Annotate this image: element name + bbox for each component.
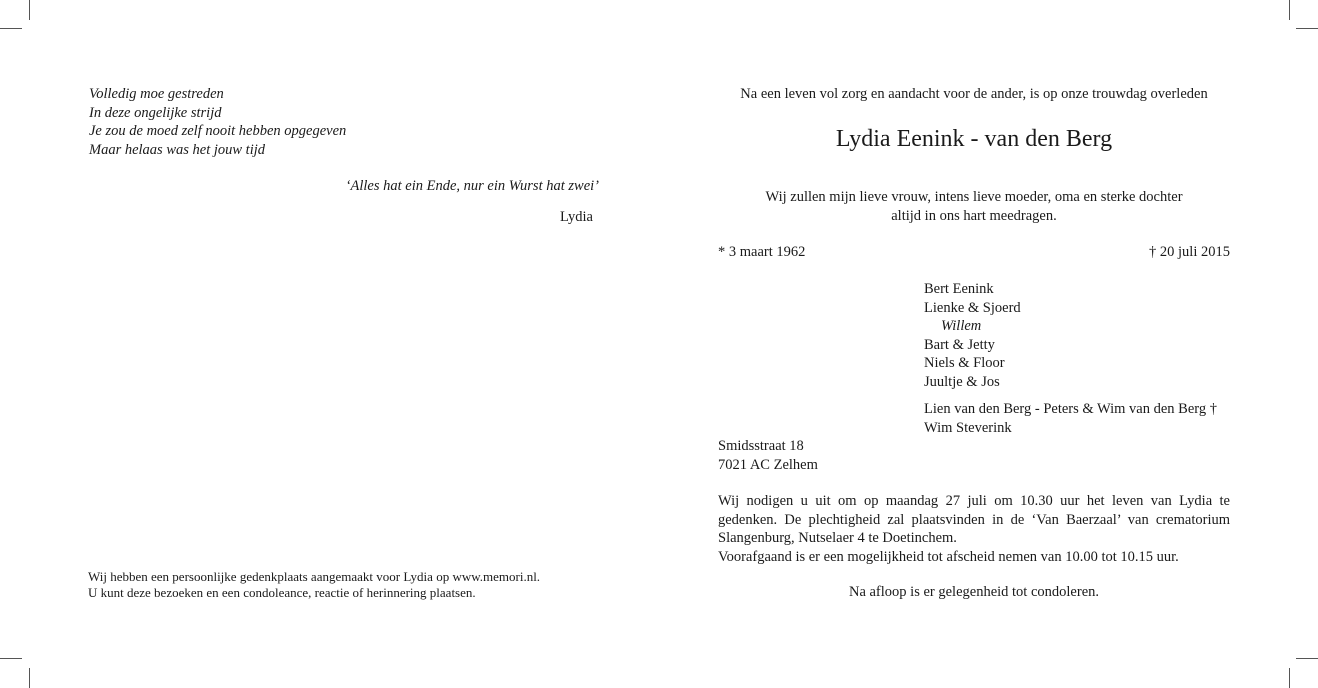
poem-line: In deze ongelijke strijd: [89, 104, 222, 121]
family-relatives: [924, 400, 1217, 437]
poem-line: Je zou de moed zelf nooit hebben opgegeven: [89, 123, 347, 139]
family-list: [924, 280, 1021, 391]
closing-text: Na afloop is er gelegenheid tot condoleren.: [848, 584, 1100, 600]
address-street: Smidsstraat 18: [718, 438, 804, 454]
quote-author: Lydia: [559, 209, 593, 225]
tribute-line: altijd in ons hart meedragen.: [891, 207, 1057, 224]
invitation: [718, 492, 1230, 566]
quote: ‘Alles hat ein Ende, nur ein Wurst hat zwei’: [345, 178, 599, 194]
intro-text: Na een leven vol zorg en aandacht voor de ander, is op onze trouwdag overleden: [740, 86, 1208, 102]
tribute: [718, 188, 1230, 225]
invitation-line: Slangenburg, Nutselaer 4 te Doetinchem.: [718, 530, 957, 546]
crop-mark-bottom-right-vertical: [1289, 668, 1290, 688]
crop-mark-top-left-vertical: [29, 0, 30, 20]
poem-line: Maar helaas was het jouw tijd: [89, 141, 266, 158]
memorial-note: [88, 569, 540, 601]
family-parents: Lien van den Berg - Peters & Wim van den Berg †: [924, 401, 1217, 417]
tribute-line: Wij zullen mijn lieve vrouw, intens lieve moeder, oma en sterke dochter: [765, 189, 1183, 205]
family-member: Lienke & Sjoerd: [924, 299, 1021, 316]
poem-line: Volledig moe gestreden: [89, 86, 224, 102]
family-other: Wim Steverink: [924, 419, 1012, 436]
crop-mark-bottom-right-horizontal: [1296, 658, 1318, 659]
family-member: Niels & Floor: [924, 355, 1005, 371]
crop-mark-bottom-left-vertical: [29, 668, 30, 688]
invitation-line: Voorafgaand is er een mogelijkheid tot afscheid nemen van 10.00 tot 10.15 uur.: [718, 548, 1179, 565]
invitation-line: Wij nodigen u uit om op maandag 27 juli om 10.30 uur het leven van Lydia te: [718, 493, 1230, 509]
crop-mark-top-left-horizontal: [0, 28, 22, 29]
family-member: Juultje & Jos: [924, 373, 1000, 390]
death-date: † 20 juli 2015: [1149, 244, 1230, 260]
crop-mark-bottom-left-horizontal: [0, 658, 22, 659]
family-grandchild: Willem: [941, 318, 982, 334]
crop-mark-top-right-vertical: [1289, 0, 1290, 20]
family-member: Bert Eenink: [924, 281, 994, 297]
invitation-line: gedenken. De plechtigheid zal plaatsvinden in de ‘Van Baerzaal’ van crematorium: [718, 511, 1230, 528]
deceased-name: Lydia Eenink - van den Berg: [835, 126, 1113, 152]
address: [718, 437, 818, 474]
family-member: Bart & Jetty: [924, 336, 995, 353]
poem: [89, 85, 346, 159]
birth-date: * 3 maart 1962: [718, 244, 806, 260]
memorial-note-line: Wij hebben een persoonlijke gedenkplaats aangemaakt voor Lydia op www.memori.nl.: [88, 569, 541, 584]
crop-mark-top-right-horizontal: [1296, 28, 1318, 29]
memorial-note-line: U kunt deze bezoeken en een condoleance, reactie of herinnering plaatsen.: [88, 585, 476, 600]
address-city: 7021 AC Zelhem: [718, 456, 818, 473]
